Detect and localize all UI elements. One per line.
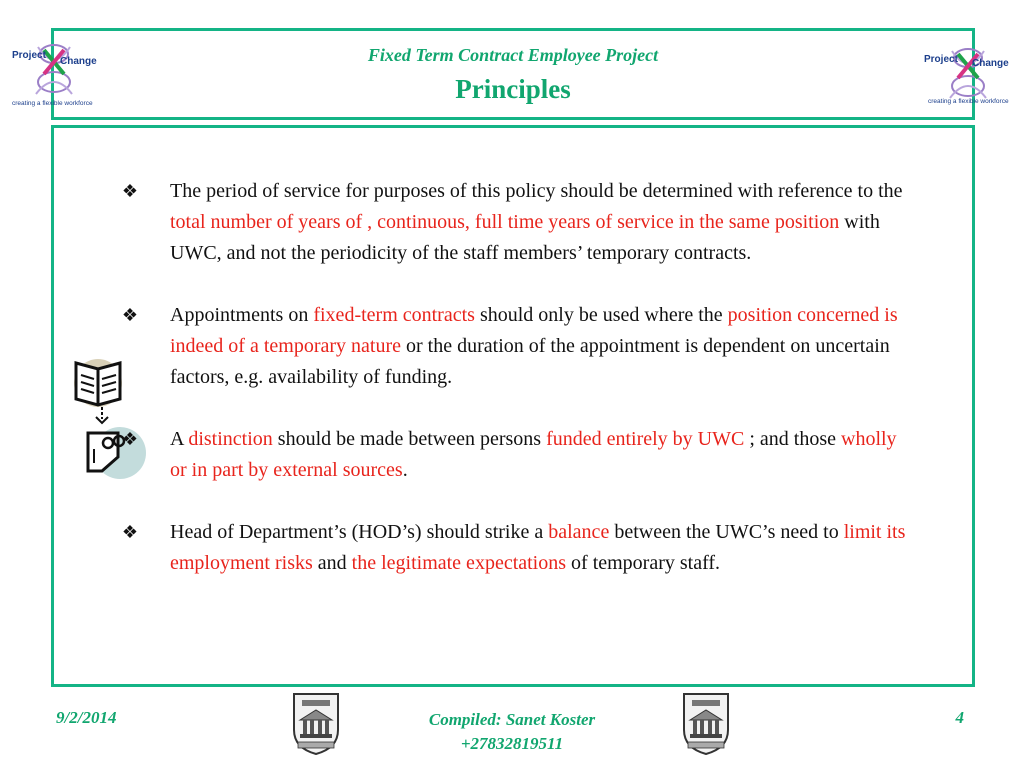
- diamond-bullet-icon: ❖: [121, 522, 139, 542]
- diamond-bullet-icon: ❖: [121, 429, 139, 449]
- diamond-bullet-icon: ❖: [121, 181, 139, 201]
- logo-word-project: Project: [12, 50, 46, 61]
- slide-subtitle: Fixed Term Contract Employee Project: [367, 45, 659, 65]
- logo-tagline: creating a flexible workforce: [12, 100, 93, 107]
- slide-title: Principles: [455, 74, 571, 104]
- project-change-logo-right: [922, 36, 1014, 116]
- principles-list: [118, 176, 918, 610]
- logo-word-change: Change: [60, 56, 97, 67]
- logo-word-project: Project: [924, 54, 958, 65]
- footer-credit: [372, 708, 652, 756]
- footer-phone: +27832819511: [460, 734, 564, 753]
- university-crest-icon: [290, 690, 342, 756]
- header-frame: [51, 28, 975, 120]
- diamond-bullet-icon: ❖: [121, 305, 139, 325]
- logo-word-change: Change: [972, 58, 1009, 69]
- bullet-item: ❖ A distinction should be made between persons funded entirely by UWC ; and those wholly or in part by external sources.: [118, 424, 918, 486]
- university-crest-icon: [680, 690, 732, 756]
- footer-date: 9/2/2014: [56, 708, 117, 727]
- project-change-logo-left: [8, 32, 100, 112]
- bullet-item: ❖ Appointments on fixed-term contracts should only be used where the position concerned is indeed of a temporary nature or the duration of the appointment is dependent on uncertain factors, e.g. availability of funding.: [118, 300, 918, 393]
- bullet-item: ❖ Head of Department’s (HOD’s) should strike a balance between the UWC’s need to limit its employment risks and the legitimate expectations of temporary staff.: [118, 517, 918, 579]
- footer-compiled-by: Compiled: Sanet Koster: [428, 710, 596, 729]
- bullet-item: ❖ The period of service for purposes of this policy should be determined with reference to the total number of years of , continuous, full time years of service in the same position with UWC, and not the periodicity of the staff members’ temporary contracts.: [118, 176, 918, 269]
- footer-page-number: 4: [955, 708, 964, 727]
- logo-tagline: creating a flexible workforce: [928, 98, 1009, 105]
